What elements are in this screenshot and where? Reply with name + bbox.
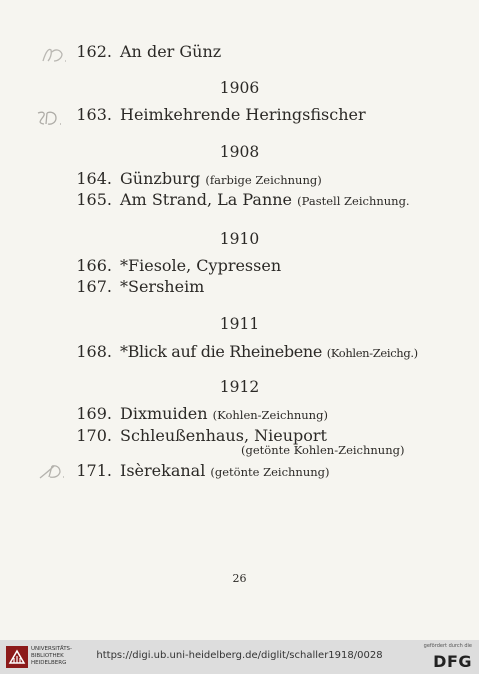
entry-note: (Kohlen-Zeichnung)	[212, 408, 328, 422]
entry-title: *Blick auf die Rheinebene (Kohlen-Zeichg.)	[120, 342, 418, 361]
year-heading: 1910	[219, 230, 260, 248]
list-item	[0, 340, 479, 364]
entry-number: 162.	[76, 42, 112, 61]
year-heading: 1906	[219, 79, 260, 97]
entry-note: (getönte Kohlen-Zeichnung)	[241, 443, 405, 457]
entry-title: Isèrekanal (getönte Zeichnung)	[120, 461, 330, 480]
list-item	[0, 188, 479, 212]
entry-number: 170.	[76, 426, 112, 445]
entry-number: 166.	[76, 256, 112, 275]
year-heading: 1911	[219, 315, 260, 333]
entry-number: 168.	[76, 342, 112, 361]
list-item	[0, 459, 479, 483]
list-item	[0, 275, 479, 299]
entry-note: (Pastell Zeichnung.	[297, 194, 410, 208]
entry-number: 163.	[76, 105, 112, 124]
list-item	[0, 40, 479, 64]
entry-title: Schleußenhaus, Nieuport	[120, 426, 327, 445]
entry-title: Heimkehrende Heringsfischer	[120, 105, 366, 124]
entry-number: 171.	[76, 461, 112, 480]
entry-title: *Fiesole, Cypressen	[120, 256, 282, 275]
entry-title: Günzburg (farbige Zeichnung)	[120, 169, 322, 188]
entry-number: 164.	[76, 169, 112, 188]
year-heading: 1908	[219, 143, 260, 161]
entry-note: (farbige Zeichnung)	[205, 173, 322, 187]
list-item	[0, 424, 479, 448]
list-item	[0, 402, 479, 426]
entry-number: 169.	[76, 404, 112, 423]
entry-title: Dixmuiden (Kohlen-Zeichnung)	[120, 404, 328, 423]
library-name: UNIVERSITÄTS- BIBLIOTHEK HEIDELBERG	[31, 646, 73, 666]
entry-number: 165.	[76, 190, 112, 209]
entry-title: *Sersheim	[120, 277, 205, 296]
footer-bar	[0, 640, 479, 674]
entry-title: An der Günz	[120, 42, 222, 61]
funding-note: gefördert durch die	[423, 643, 472, 649]
entry-title: Am Strand, La Panne (Pastell Zeichnung.	[120, 190, 410, 209]
page-number: 26	[232, 572, 247, 585]
year-heading: 1912	[219, 378, 260, 396]
entry-note: (Kohlen-Zeichg.)	[326, 346, 418, 360]
entry-note: (getönte Zeichnung)	[210, 465, 330, 479]
dfg-logo: DFG	[433, 652, 472, 671]
source-url-link[interactable]: https://digi.ub.uni-heidelberg.de/diglit/schaller1918/0028	[96, 650, 383, 661]
entry-number: 167.	[76, 277, 112, 296]
list-item	[0, 103, 479, 127]
